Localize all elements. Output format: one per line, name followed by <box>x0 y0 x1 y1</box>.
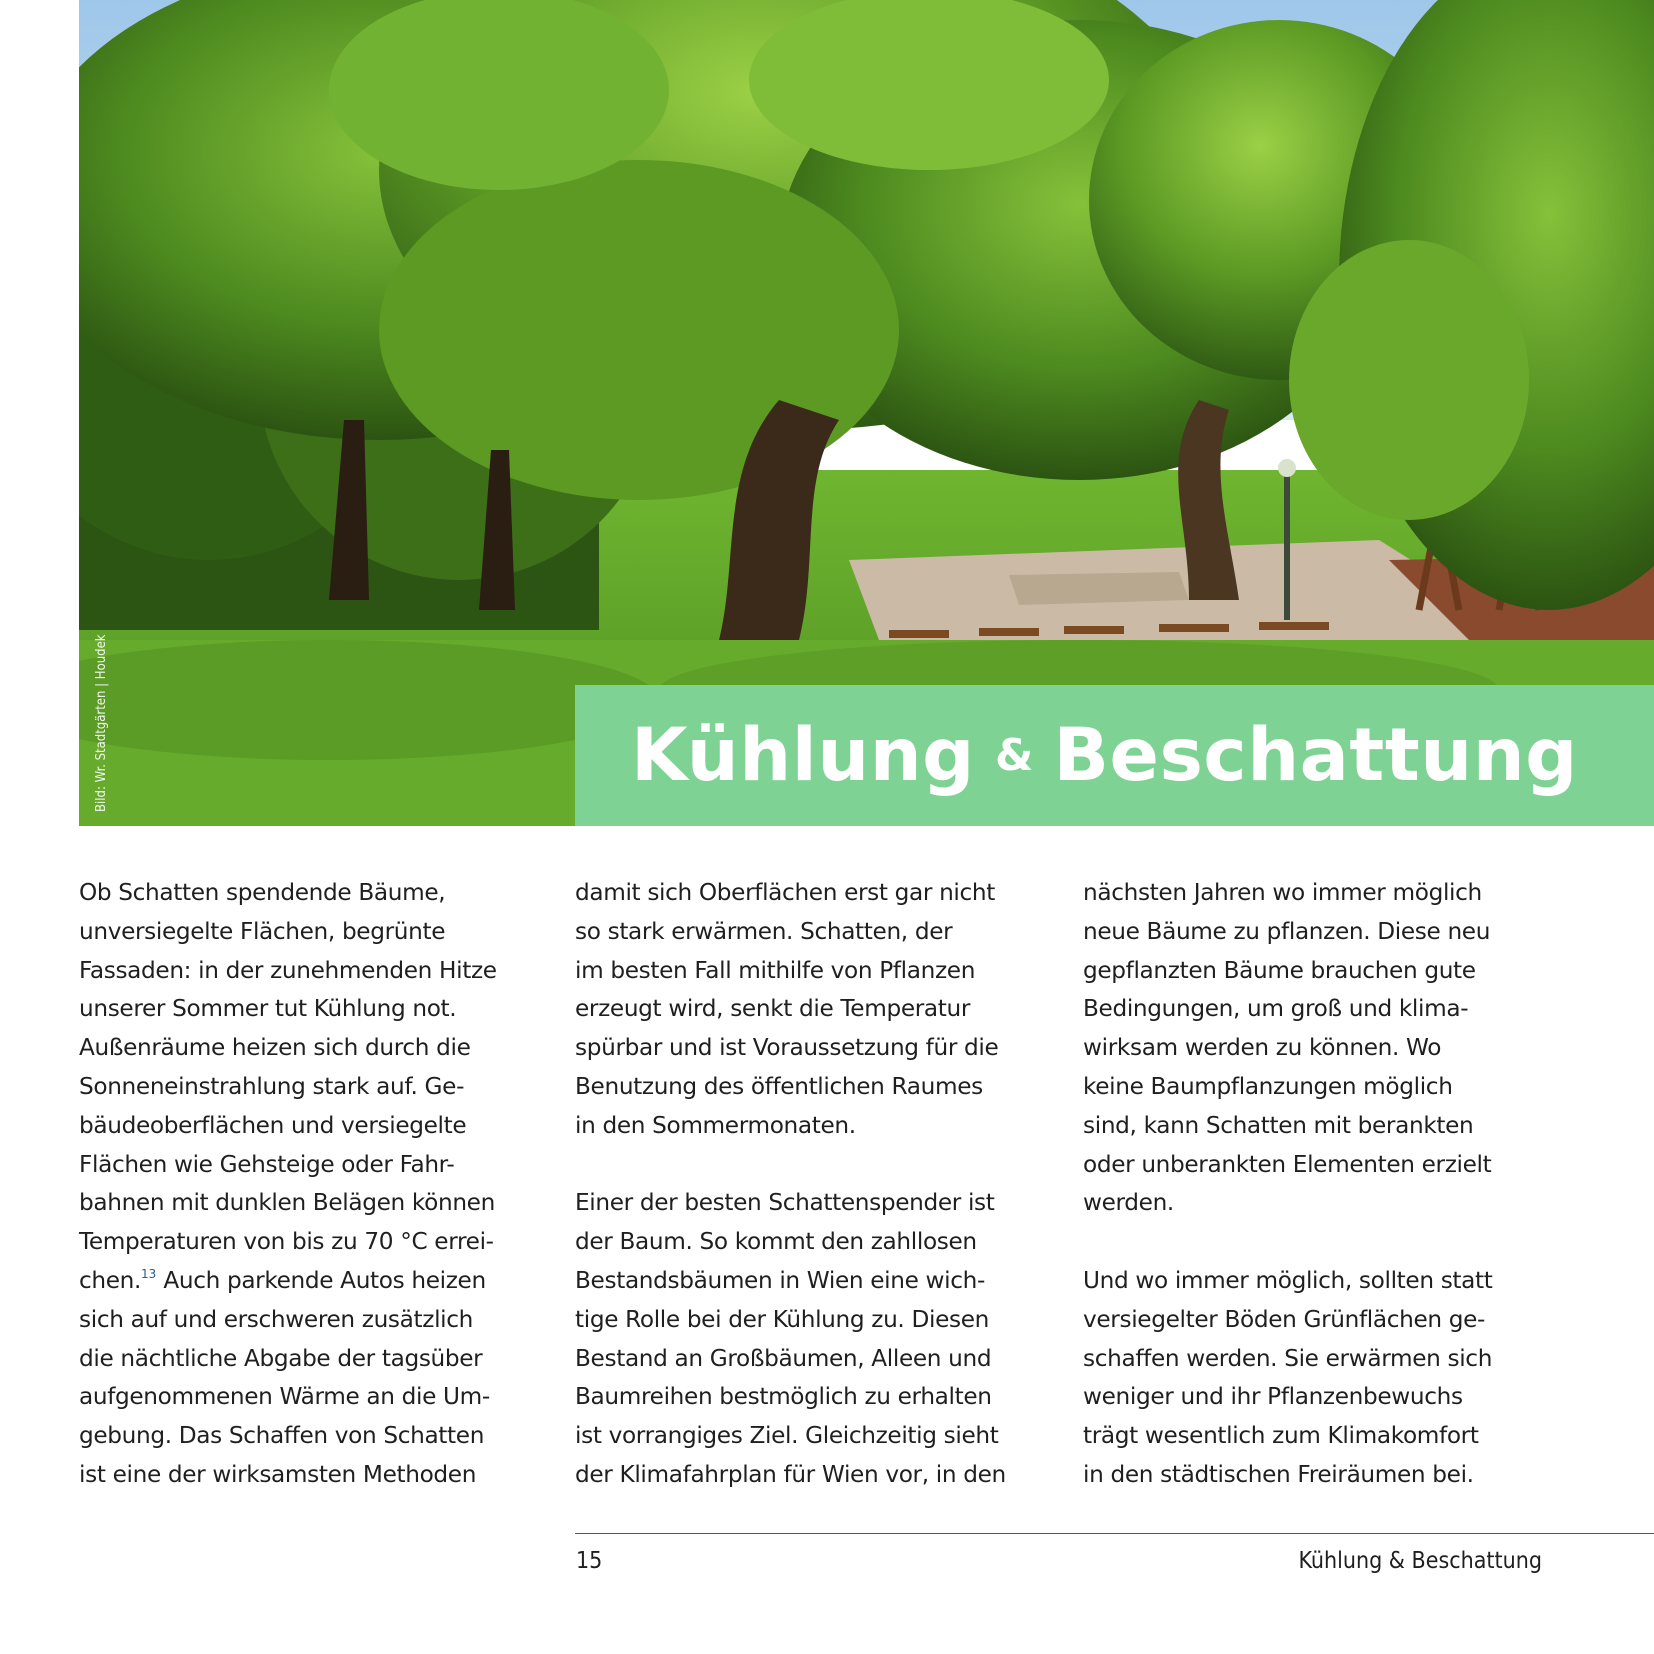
paragraph <box>79 874 549 1495</box>
text-column-3 <box>1083 874 1553 1495</box>
running-title: Kühlung & Beschattung <box>1298 1548 1542 1574</box>
section-title-part1: Kühlung <box>631 713 975 798</box>
footer-divider <box>575 1533 1654 1534</box>
paragraph-text: Auch parkende Autos heizen sich auf und erschweren zusätzlich die nächtliche Abgabe der tagsüber aufgenommenen Wärme an die Um- gebung. Das Schaffen von Schatten ist eine der wirksamsten Methoden <box>79 1266 490 1488</box>
photo-credit: Bild: Wr. Stadtgärten | Houdek <box>94 634 109 812</box>
paragraph: Und wo immer möglich, sollten statt versiegelter Böden Grünflächen ge- schaffen werden. Sie erwärmen sich weniger und ihr Pflanzenbewuchs trägt wesentlich zum Klimakomfort in den städtischen Freiräumen bei. <box>1083 1266 1493 1488</box>
section-title-band <box>575 685 1654 826</box>
footnote-ref[interactable]: 13 <box>141 1266 157 1281</box>
section-title-ampersand: & <box>994 730 1034 781</box>
paragraph: Einer der besten Schattenspender ist der Baum. So kommt den zahllosen Bestandsbäumen in Wien eine wich- tige Rolle bei der Kühlung zu. Diesen Bestand an Großbäumen, Alleen und Baumreihen bestmöglich zu erhalten ist vorrangiges Ziel. Gleichzeitig sieht der Klimafahrplan für Wien vor, in den <box>575 1189 1006 1488</box>
paragraph: damit sich Oberflächen erst gar nicht so stark erwärmen. Schatten, der im besten Fall mithilfe von Pflanzen erzeugt wird, senkt die Temperatur spürbar und ist Voraussetzung für die Benutzung des öffentlichen Raumes in den Sommermonaten. <box>575 879 999 1139</box>
page-number: 15 <box>576 1548 603 1574</box>
text-column-2 <box>575 874 1045 1495</box>
paragraph-text: Ob Schatten spendende Bäume, unversiegelte Flächen, begrünte Fassaden: in der zunehmenden Hitze unserer Sommer tut Kühlung not. Außenräume heizen sich durch die Sonneneinstrahlung stark auf. Ge- bäudeoberflächen und versiegelte Flächen wie Gehsteige oder Fahr- bahnen mit dunklen Belägen können Temperaturen von bis zu 70 °C errei- chen. <box>79 879 497 1294</box>
section-title-part2: Beschattung <box>1053 713 1578 798</box>
text-column-1 <box>79 874 549 1495</box>
paragraph: nächsten Jahren wo immer möglich neue Bäume zu pflanzen. Diese neu gepflanzten Bäume brauchen gute Bedingungen, um groß und klima- wirksam werden zu können. Wo keine Baumpflanzungen möglich sind, kann Schatten mit berankten oder unberankten Elementen erzielt werden. <box>1083 879 1492 1217</box>
